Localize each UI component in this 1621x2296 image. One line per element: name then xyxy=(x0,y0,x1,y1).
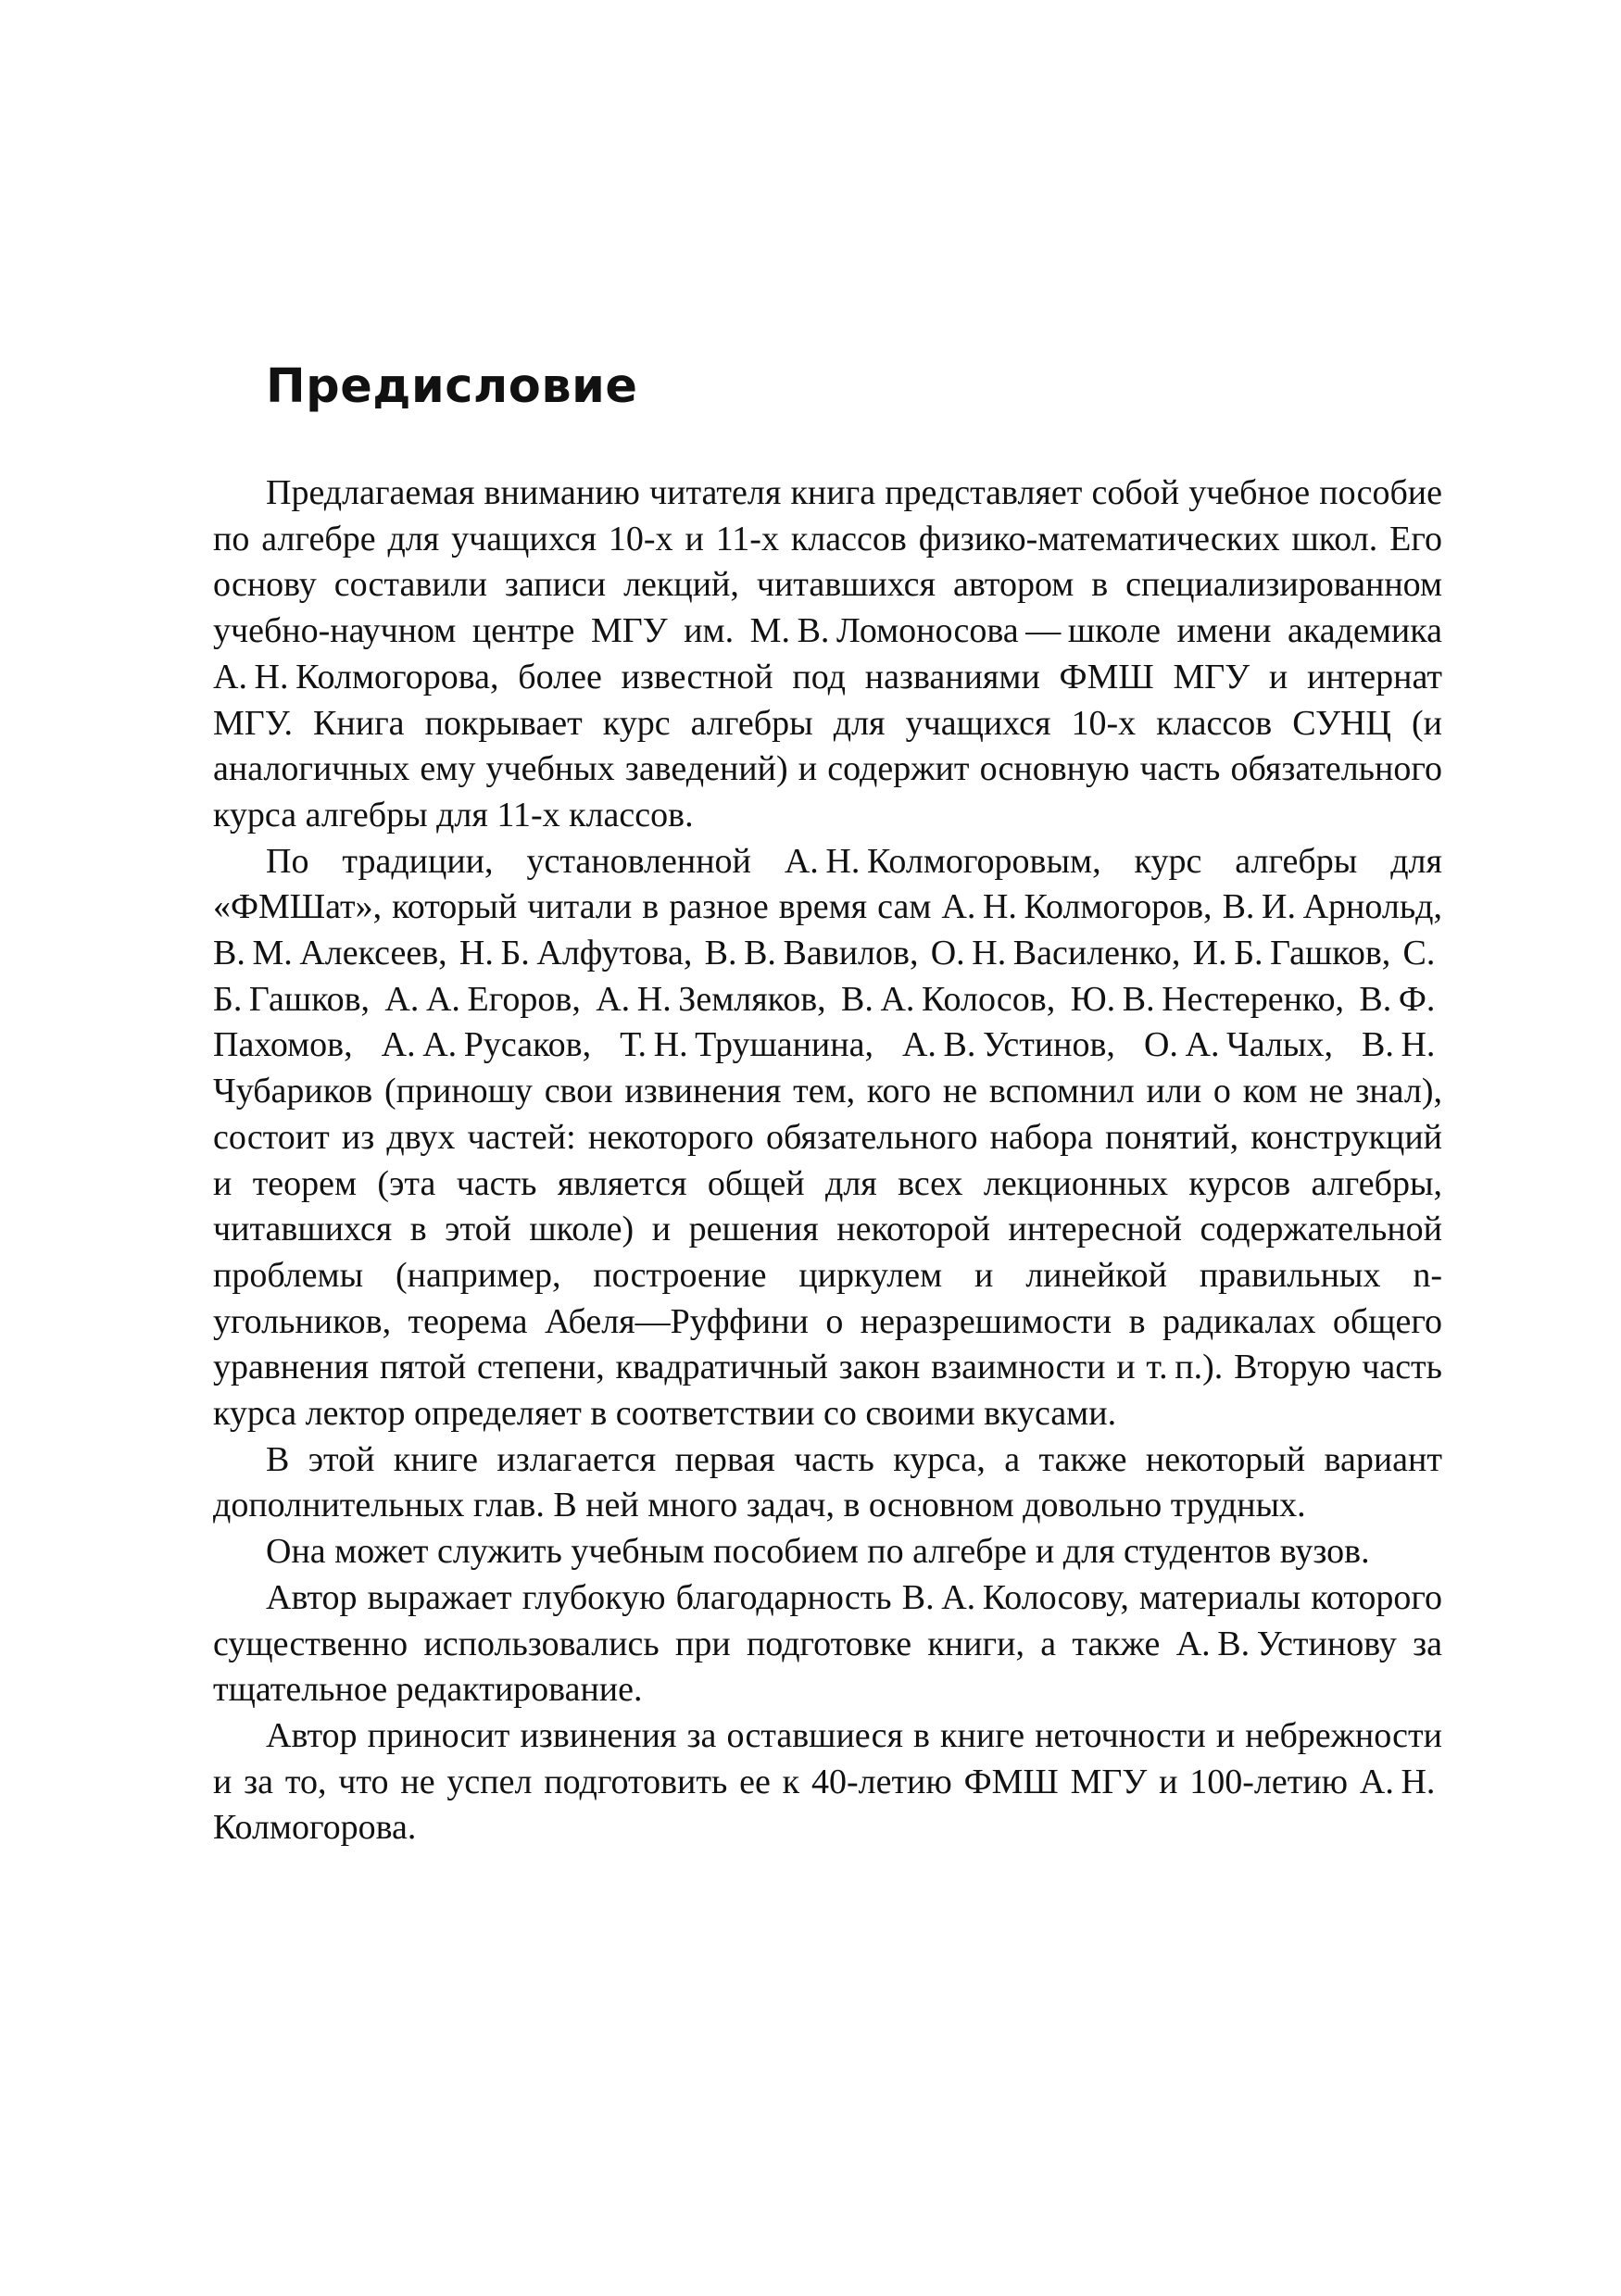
page-title: Предисловие xyxy=(266,359,638,414)
paragraph-2: По традиции, установленной А. Н. Колмогоровым, курс алгебры для «ФМШат», который читали в разное время сам А. Н. Колмогоров, В. И. Арнольд, В. М. Алексеев, Н. Б. Алфутова, В. В. Вавилов, О. Н. Василенко, И. Б. Гашков, С. Б. Гашков, А. А. Егоров, А. Н. Земляков, В. А. Колосов, Ю. В. Нестеренко, В. Ф. Пахомов, А. А. Русаков, Т. Н. Трушанина, А. В. Устинов, О. А. Чалых, В. Н. Чубариков (приношу свои извинения тем, кого не вспомнил или о ком не знал), состоит из двух частей: некоторого обязательного набора понятий, конструкций и теорем (эта часть является общей для всех лекционных курсов алгебры, читавшихся в этой школе) и решения некоторой интересной содержательной проблемы (например, построение циркулем и линейкой правильных n-угольников, теорема Абеля—Руффини о неразрешимости в радикалах общего уравнения пятой степени, квадратичный закон взаимности и т. п.). Вторую часть курса лектор определяет в соответствии со своими вкусами. xyxy=(213,841,1442,1434)
paragraph-3: В этой книге излагается первая часть курса, а также некоторый вариант дополнительных глав. В ней много задач, в основном довольно трудных. xyxy=(213,1439,1442,1525)
paragraph-4: Она может служить учебным пособием по алгебре и для студентов вузов. xyxy=(266,1532,1370,1572)
paragraph-5: Автор выражает глубокую благодарность В. А. Колосову, материалы которого существенно использовались при подготовке книги, а также А. В. Устинову за тщательное редактирование. xyxy=(213,1577,1442,1710)
paragraph-6: Автор приносит извинения за оставшиеся в книге неточности и небрежности и за то, что не успел подготовить ее к 40-летию ФМШ МГУ и 100-летию А. Н. Колмогорова. xyxy=(213,1715,1442,1848)
paragraph-1: Предлагаемая вниманию читателя книга представляет собой учебное пособие по алгебре для учащихся 10-х и 11-х классов физико-математических школ. Его основу составили записи лекций, читавшихся автором в специализированном учебно-научном центре МГУ им. М. В. Ломоносова — школе имени академика А. Н. Колмогорова, более известной под названиями ФМШ МГУ и интернат МГУ. Книга покрывает курс алгебры для учащихся 10-х классов СУНЦ (и аналогичных ему учебных заведений) и содержит основную часть обязательного курса алгебры для 11-х классов. xyxy=(213,473,1442,834)
preface-body xyxy=(213,470,1442,1851)
